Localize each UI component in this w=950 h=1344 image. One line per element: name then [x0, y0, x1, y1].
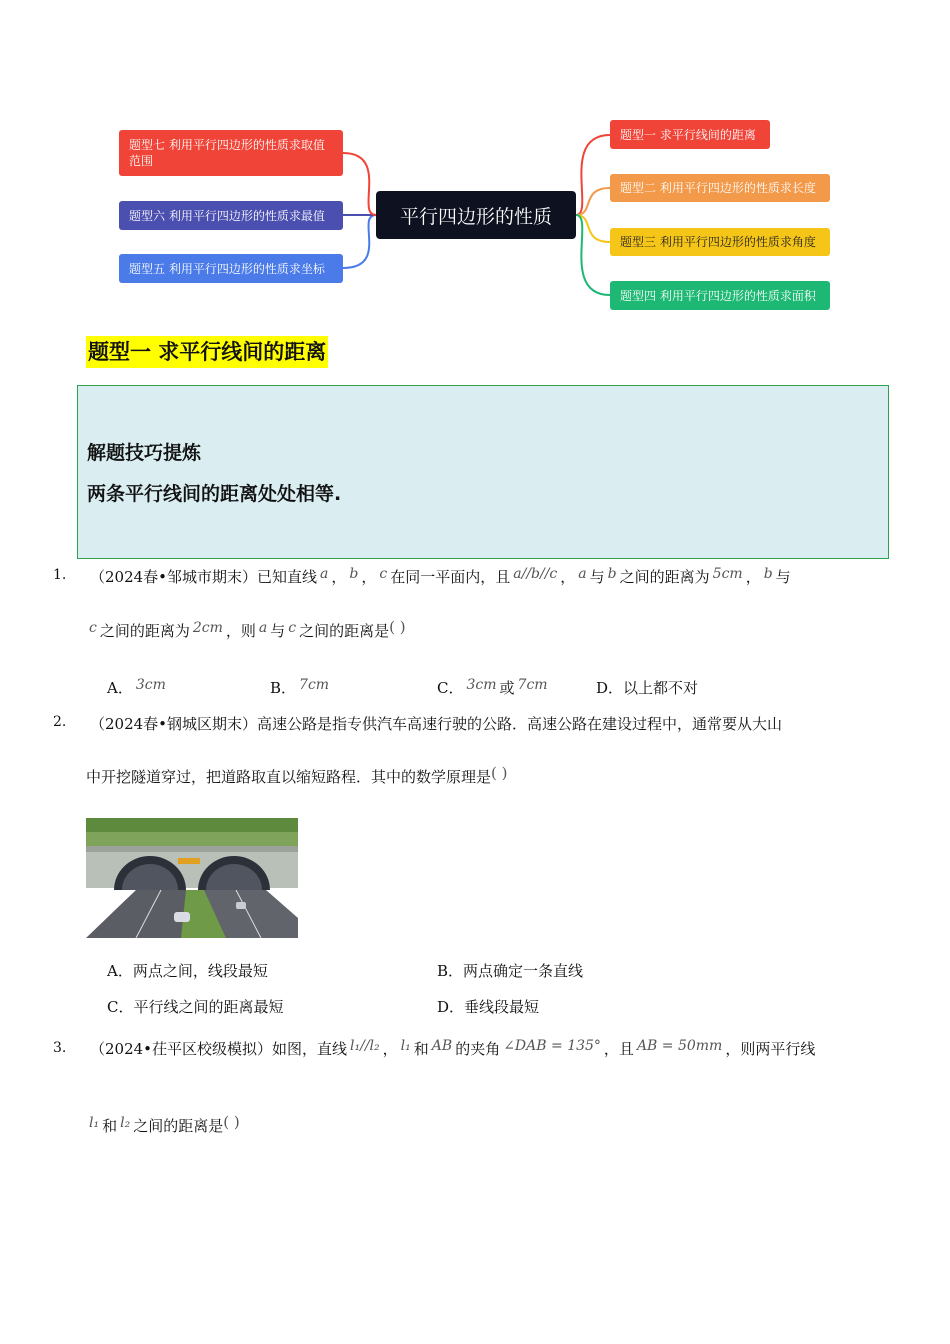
mindmap-center: 平行四边形的性质	[376, 191, 576, 239]
mindmap-node-type5: 题型五 利用平行四边形的性质求坐标	[119, 254, 343, 283]
tip-heading: 解题技巧提炼	[87, 442, 202, 464]
question-3-line-2: l₁ 和 l₂ 之间的距离是( )	[89, 1113, 240, 1135]
question-1-option-b[interactable]: B． 7cm	[270, 677, 330, 697]
question-2-number: 2.	[53, 714, 67, 730]
question-2-line-2: 中开挖隧道穿过，把道路取直以缩短路程．其中的数学原理是( )	[86, 764, 508, 786]
question-3-number: 3.	[53, 1040, 67, 1056]
question-1-option-a[interactable]: A． 3cm	[107, 677, 166, 697]
tunnel-photo	[86, 818, 298, 938]
section-title: 题型一 求平行线间的距离	[86, 336, 328, 368]
mindmap-node-type2: 题型二 利用平行四边形的性质求长度	[610, 174, 830, 202]
question-2-option-d[interactable]: D．垂线段最短	[437, 998, 540, 1016]
question-1-line-2: c 之间的距离为 2cm ，则 a 与 c 之间的距离是( )	[89, 618, 406, 640]
tip-text: 两条平行线间的距离处处相等.	[87, 483, 342, 505]
tip-box	[77, 385, 889, 559]
mindmap-node-type1: 题型一 求平行线间的距离	[610, 120, 770, 149]
question-1-option-d[interactable]: D．以上都不对	[596, 679, 699, 697]
question-2-option-a[interactable]: A．两点之间，线段最短	[107, 962, 268, 980]
mindmap-node-type4: 题型四 利用平行四边形的性质求面积	[610, 281, 830, 310]
question-3-line-1: （2024•茌平区校级模拟）如图，直线 l₁//l₂ ， l₁ 和 AB 的夹角 ∠DAB = 135° ，且 AB = 50mm ，则两平行线	[90, 1038, 816, 1058]
question-1-line-1: （2024春•邹城市期末）已知直线 a ， b ， c 在同一平面内，且 a//b//c ， a 与 b 之间的距离为 5cm ， b 与	[90, 566, 791, 586]
question-1-number: 1.	[53, 567, 67, 583]
question-2-option-b[interactable]: B．两点确定一条直线	[437, 962, 584, 980]
question-2-option-c[interactable]: C．平行线之间的距离最短	[107, 998, 284, 1016]
question-1-option-c[interactable]: C． 3cm 或 7cm	[437, 677, 548, 697]
mindmap-node-type6: 题型六 利用平行四边形的性质求最值	[119, 201, 343, 230]
mindmap-node-type3: 题型三 利用平行四边形的性质求角度	[610, 228, 830, 256]
mindmap-node-type7: 题型七 利用平行四边形的性质求取值范围	[119, 130, 343, 176]
question-2-line-1: （2024春•钢城区期末）高速公路是指专供汽车高速行驶的公路．高速公路在建设过程中，通常要从大山	[90, 715, 783, 733]
